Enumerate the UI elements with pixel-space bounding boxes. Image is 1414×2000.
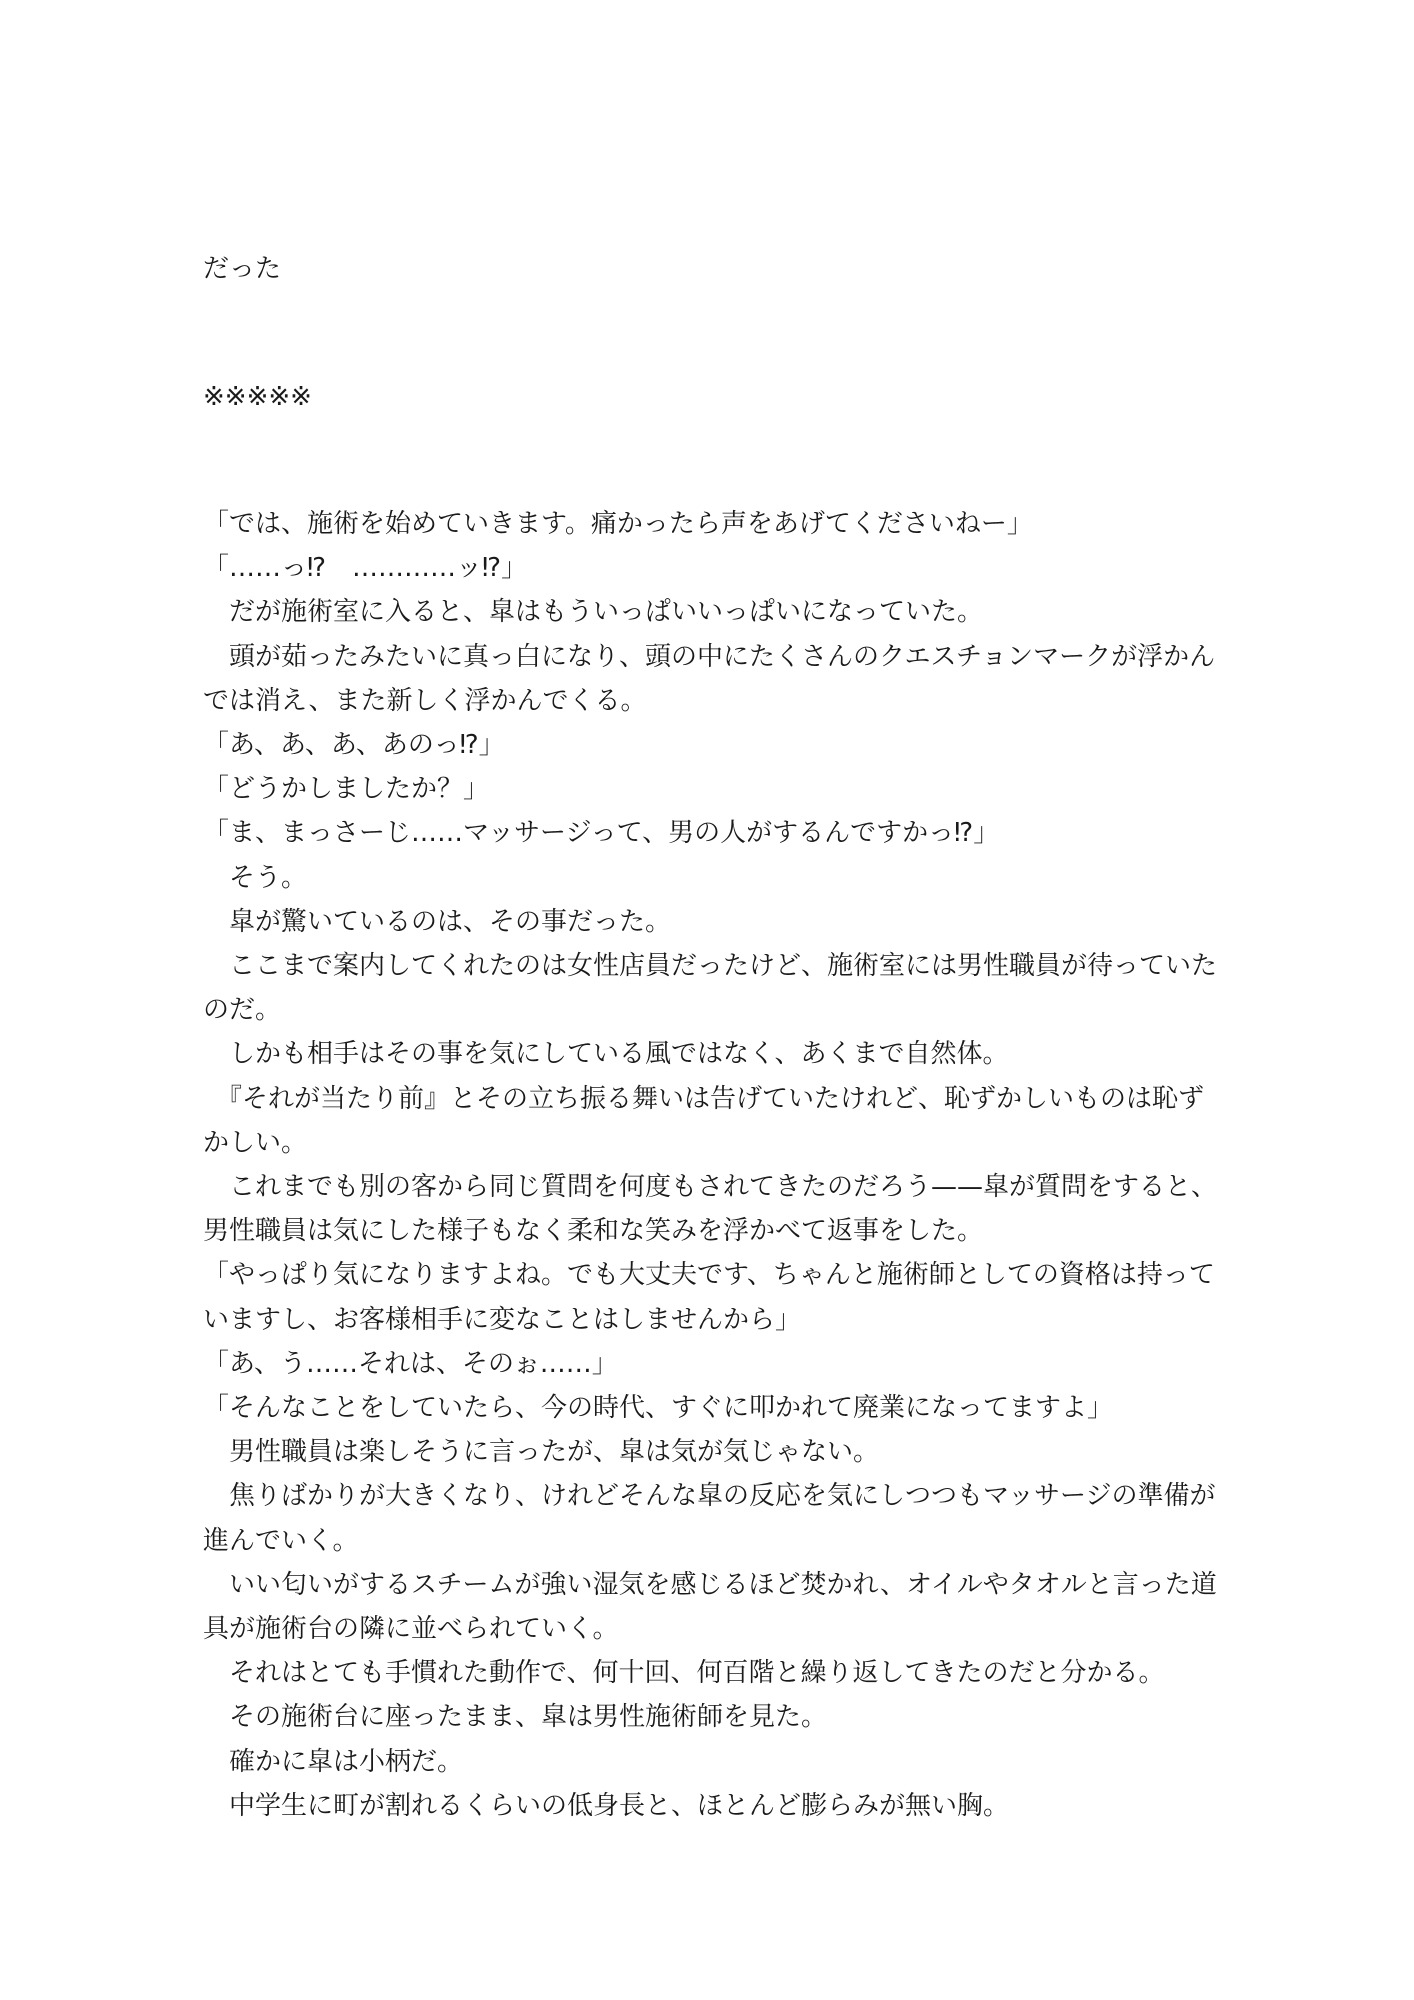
text-line: 「あ、あ、あ、あのっ⁉」	[203, 730, 505, 760]
text-line: だが施術室に入ると、皐はもういっぱいいっぱいになっていた。	[203, 597, 984, 628]
scene-break: ※※※※※	[203, 382, 312, 412]
text-line: 頭が茹ったみたいに真っ白になり、頭の中にたくさんのクエスチョンマークが浮かん	[203, 641, 1216, 672]
text-line: 男性職員は気にした様子もなく柔和な笑みを浮かべて返事をした。	[203, 1216, 984, 1247]
text-line: 『それが当たり前』とその立ち振る舞いは告げていたけれど、恥ずかしいものは恥ず	[203, 1083, 1205, 1114]
text-line: いい匂いがするスチームが強い湿気を感じるほど焚かれ、オイルやタオルと言った道	[203, 1569, 1217, 1600]
text-line: 進んでいく。	[203, 1525, 359, 1556]
text-line: 中学生に町が割れるくらいの低身長と、ほとんど膨らみが無い胸。	[203, 1790, 1010, 1821]
heading-fragment: だった	[203, 254, 282, 284]
text-line: 「そんなことをしていたら、今の時代、すぐに叩かれて廃業になってますよ」	[203, 1393, 1114, 1423]
text-line: 「どうかしましたか？」	[203, 774, 490, 805]
text-line: のだ。	[203, 995, 282, 1026]
text-line: 確かに皐は小柄だ。	[203, 1746, 464, 1777]
text-line: その施術台に座ったまま、皐は男性施術師を見た。	[203, 1702, 828, 1733]
text-line: 焦りばかりが大きくなり、けれどそんな皐の反応を気にしつつもマッサージの準備が	[203, 1481, 1216, 1512]
text-line: 「ま、まっさーじ……マッサージって、男の人がするんですかっ⁉」	[203, 818, 1000, 849]
text-line: 男性職員は楽しそうに言ったが、皐は気が気じゃない。	[203, 1437, 880, 1468]
text-line: 「では、施術を始めていきます。痛かったら声をあげてくださいねー」	[203, 509, 1033, 539]
text-line: ここまで案内してくれたのは女性店員だったけど、施術室には男性職員が待っていた	[203, 951, 1218, 981]
text-line: では消え、また新しく浮かんでくる。	[203, 685, 647, 716]
text-line: 「やっぱり気になりますよね。でも大丈夫です、ちゃんと施術師としての資格は持って	[203, 1260, 1215, 1291]
body-text	[203, 502, 1218, 1822]
text-line: 「……っ⁉ …………ッ⁉」	[203, 553, 528, 584]
text-line: 皐が驚いているのは、その事だった。	[203, 906, 672, 937]
text-line: いますし、お客様相手に変なことはしませんから」	[203, 1304, 802, 1335]
text-line: それはとても手慣れた動作で、何十回、何百階と繰り返してきたのだと分かる。	[203, 1658, 1165, 1689]
text-line: 「あ、う……それは、そのぉ……」	[203, 1348, 618, 1379]
text-line: これまでも別の客から同じ質問を何度もされてきたのだろう——皐が質問をすると、	[203, 1172, 1218, 1202]
text-line: 具が施術台の隣に並べられていく。	[203, 1614, 619, 1644]
text-line: かしい。	[203, 1127, 308, 1158]
text-line: そう。	[203, 862, 308, 893]
text-line: しかも相手はその事を気にしている風ではなく、あくまで自然体。	[203, 1039, 1009, 1070]
